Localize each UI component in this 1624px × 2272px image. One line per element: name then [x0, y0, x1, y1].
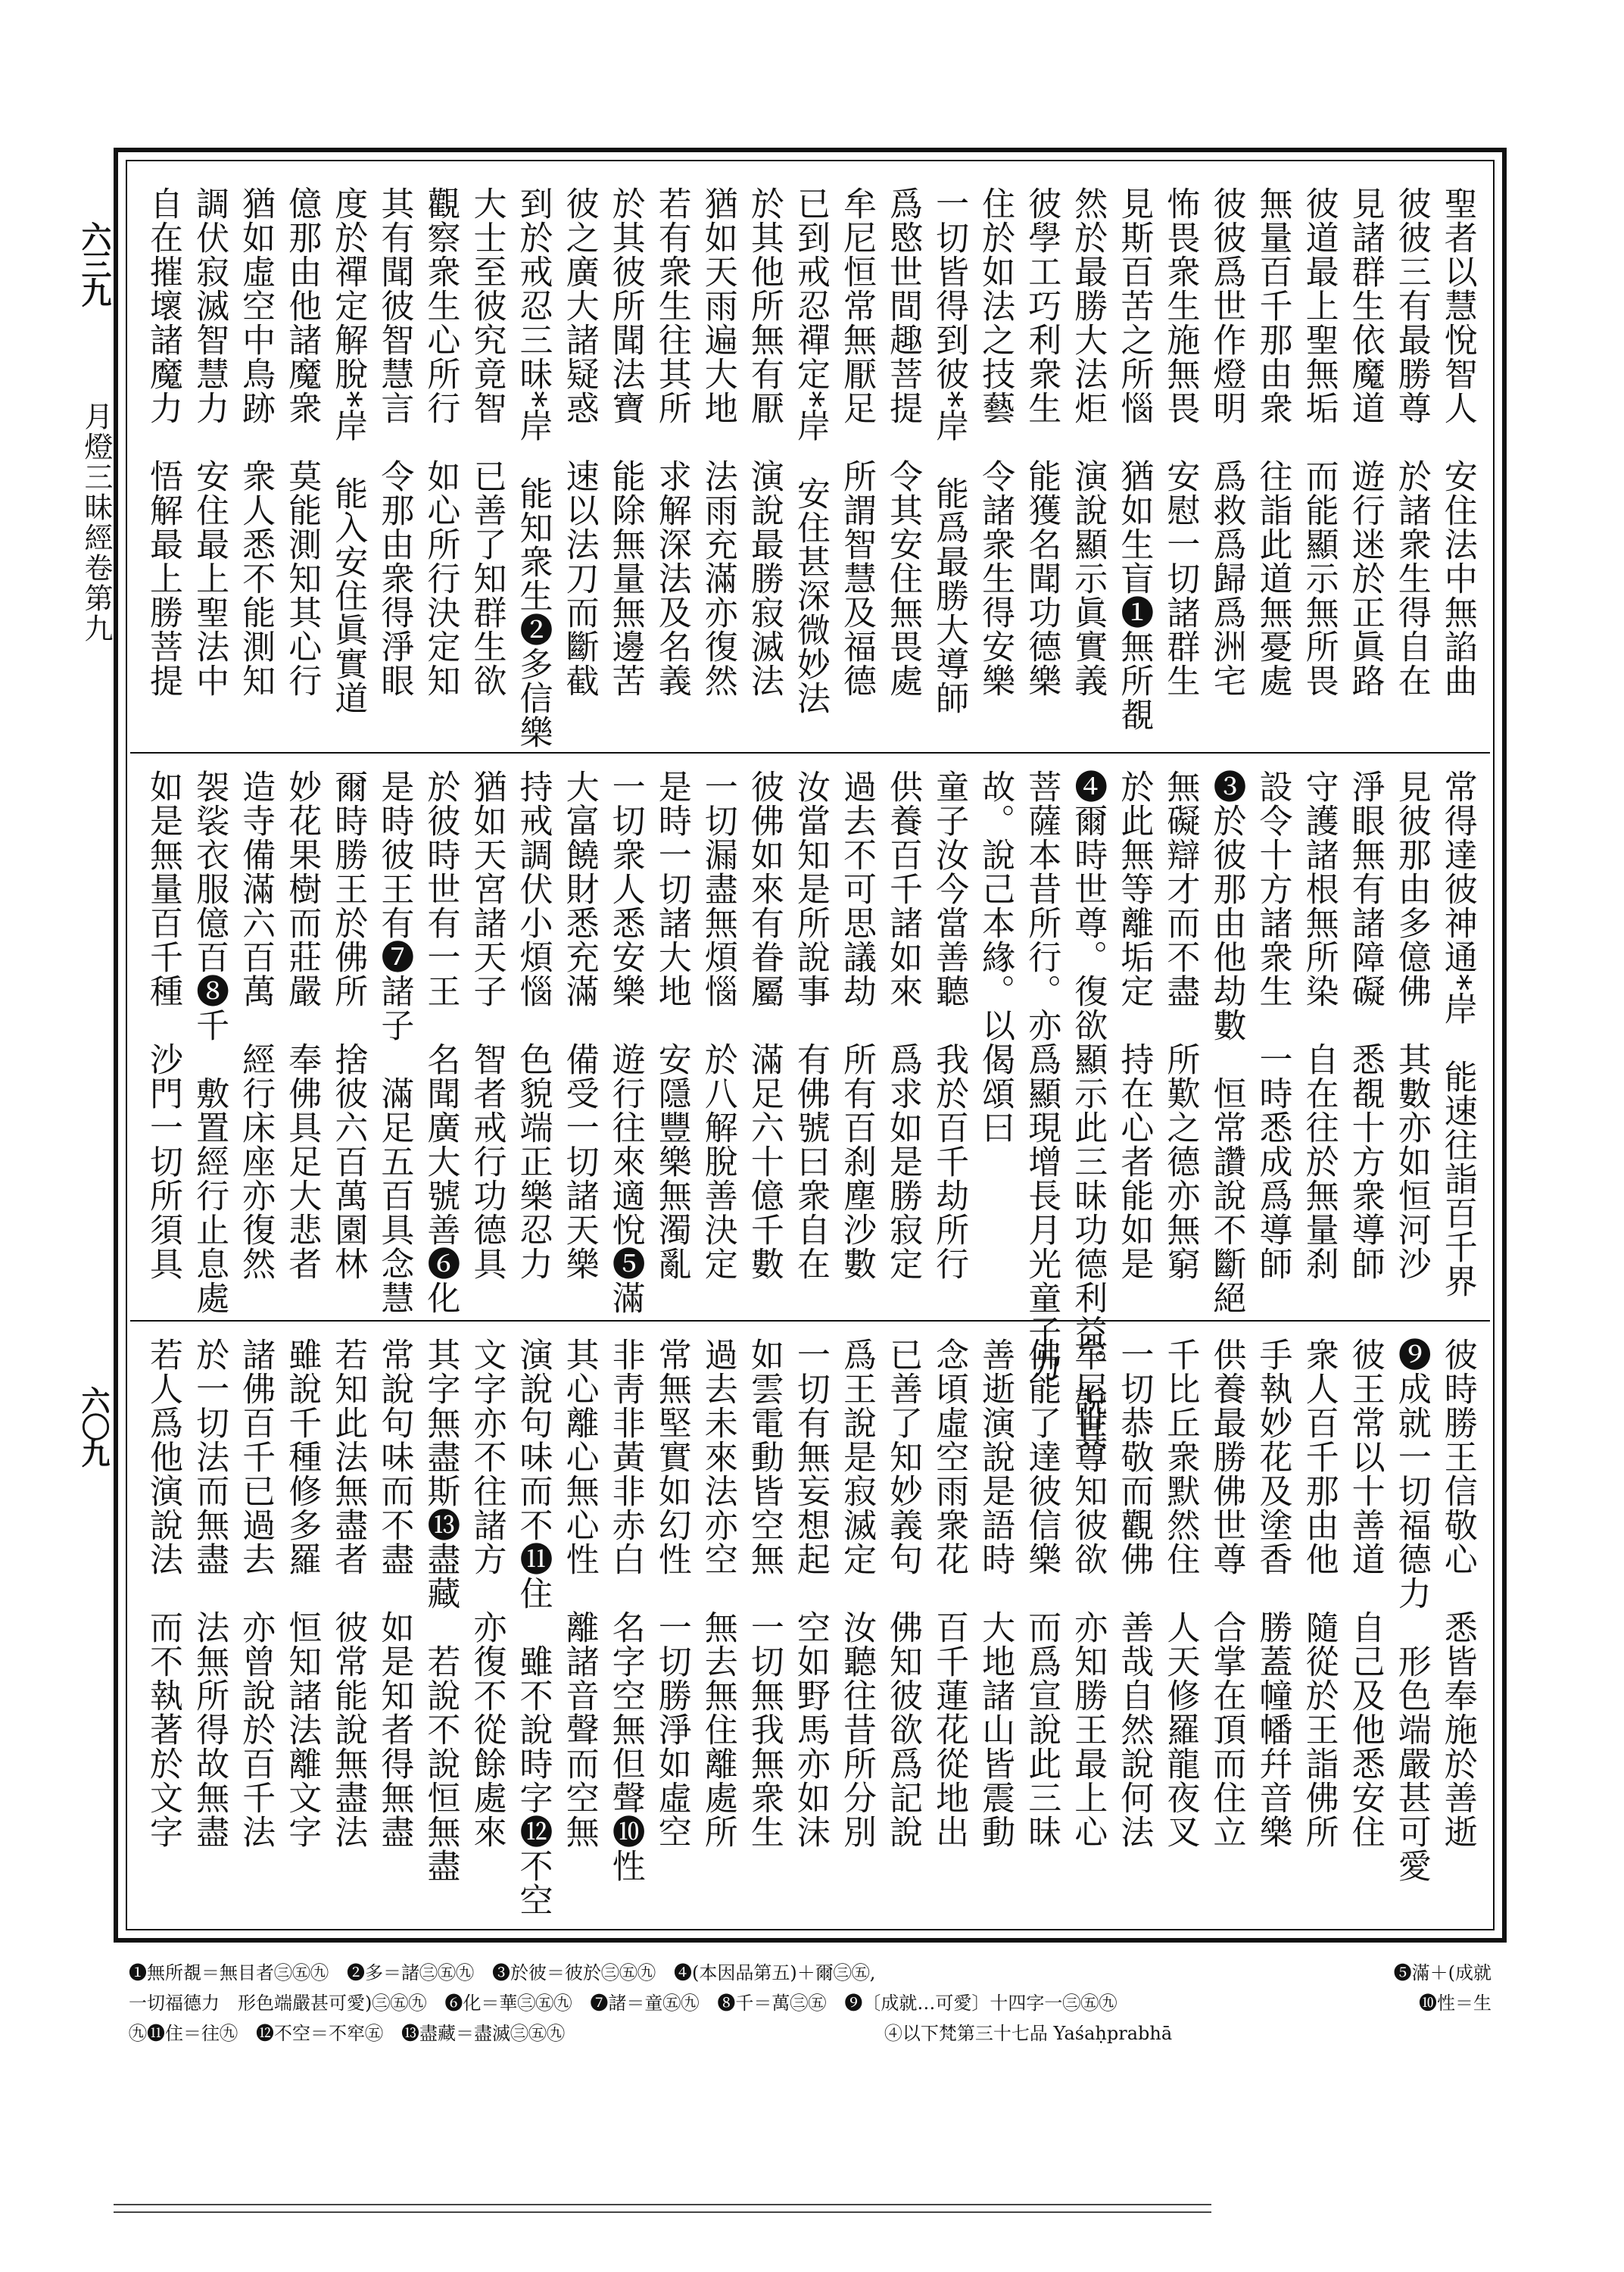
verse-column: 其字無盡斯⓭盡藏 若說不說恒無盡 [421, 1337, 460, 1883]
verse-column: 童子汝今當善聽 我於百千劫所行 [930, 769, 969, 1281]
verse-column: 常說句味而不盡 如是知者得無盡 [375, 1337, 414, 1849]
verse-band-lower [141, 1337, 1479, 1917]
verse-column: 一切恭敬而觀佛 善哉自然說何法 [1114, 1337, 1154, 1849]
footnotes [129, 1958, 1492, 2049]
verse-column: 守護諸根無所染 自在往於無量刹 [1299, 769, 1339, 1281]
verse-column: 演說句味而不⓫住 雖不說時字⓬不空 [513, 1337, 553, 1917]
verse-column: 然於最勝大法炬 演說顯示眞實義 [1068, 186, 1108, 698]
verse-column: 若知此法無盡者 彼常能說無盡法 [329, 1337, 368, 1849]
verse-column: 調伏寂滅智慧力 安住最上聖法中 [190, 186, 229, 698]
verse-column: 觀察衆生心所行 如心所行決定知 [421, 186, 460, 698]
verse-column: 過去未來法亦空 無去無住離處所 [698, 1337, 737, 1849]
verse-column: 無礙辯才而不盡 所歎之德亦無窮 [1161, 769, 1200, 1281]
verse-column: 大富饒財悉充滿 備受一切諸天樂 [560, 769, 599, 1281]
verse-column: 彼道最上聖無垢 而能顯示無所畏 [1299, 186, 1339, 698]
verse-column: ❸於彼那由他劫數 恒常讚說不斷絕 [1207, 769, 1246, 1315]
verse-column: 已到戒忍禪定*岸 安住甚深微妙法 [790, 186, 830, 715]
verse-column: 千比丘衆默然住 人天修羅龍夜叉 [1161, 1337, 1200, 1849]
verse-column: 牟尼世尊知彼欲 亦知勝王最上心 [1068, 1337, 1108, 1849]
band-divider [130, 1320, 1490, 1322]
verse-column: 善逝演說是語時 大地諸山皆震動 [976, 1337, 1015, 1849]
verse-column: 無量百千那由衆 往詣此道無憂處 [1253, 186, 1292, 698]
verse-column: 見彼那由多億佛 其數亦如恒河沙 [1392, 769, 1431, 1281]
divider [114, 2204, 1211, 2205]
footnote-line [129, 1958, 1492, 1988]
verse-column: 於其彼所聞法寶 能除無量無邊苦 [606, 186, 645, 698]
verse-column: 若有衆生往其所 求解深法及名義 [652, 186, 691, 698]
verse-column: 猶如天雨遍大地 法雨充滿亦復然 [698, 186, 737, 698]
verse-column: 於其他所無有厭 演說最勝寂滅法 [744, 186, 784, 698]
verse-column: 供養百千諸如來 爲求如是勝寂定 [884, 769, 922, 1281]
verse-column: 諸佛百千已過去 亦曾說於百千法 [236, 1337, 276, 1849]
verse-column: 到於戒忍三昧*岸 能知衆生❷多信樂 [513, 186, 553, 749]
verse-column: 自在摧壞諸魔力 悟解最上勝菩提 [144, 186, 182, 698]
verse-column: 於此無等離垢定 持在心者能如是 [1114, 769, 1154, 1281]
section-marker: ④以下梵第三十七品 Yaśaḥprabhā [884, 2023, 1173, 2044]
verse-column: 住於如法之技藝 令諸衆生得安樂 [976, 186, 1015, 698]
verse-column: 若人爲他演說法 而不執著於文字 [144, 1337, 182, 1849]
folio-number: 六〇九 [76, 1386, 111, 1465]
footnote-text: ❿性＝生 [1419, 1993, 1492, 2014]
verse-column: 牟尼恒常無厭足 所謂智慧及福德 [837, 186, 876, 698]
verse-column: 持戒調伏小煩惱 色貌端正樂忍力 [513, 769, 553, 1281]
verse-column: 度於禪定解脫*岸 能入安住眞實道 [329, 186, 368, 715]
divider [114, 2211, 1211, 2213]
verse-column: 念頃虛空雨衆花 百千蓮花從地出 [930, 1337, 969, 1849]
verse-column: 彼王常以十善道 自己及他悉安住 [1345, 1337, 1385, 1849]
verse-column: 爲王說是寂滅定 汝聽往昔所分別 [837, 1337, 876, 1849]
verse-column: 常無堅實如幻性 一切勝淨如虛空 [652, 1337, 691, 1849]
verse-column: 億那由他諸魔衆 莫能測知其心行 [282, 186, 322, 698]
verse-column: 聖者以慧悅智人 安住法中無諂曲 [1438, 186, 1477, 698]
running-title: 月燈三昧經卷第九 [79, 401, 113, 644]
verse-column: 非靑非黃非赤白 名字空無但聲❿性 [606, 1337, 645, 1883]
verse-band-upper [141, 186, 1479, 749]
verse-column: 彼彼三有最勝尊 於諸衆生得自在 [1392, 186, 1431, 698]
footnote-text: ❶無所覩＝無目者㊂㊄㊈ ❷多＝諸㊂㊄㊈ ❸於彼＝彼於㊂㊄㊈ ❹(本因品第五)＋爾㊂㊄, [129, 1962, 876, 1983]
page-number: 六三九 [76, 221, 112, 305]
verse-column: ❹爾時世尊。復欲顯示此三昧功德利益。說其 [1068, 769, 1108, 1451]
verse-column: 袈裟衣服億百❽千 敷置經行止息處 [190, 769, 229, 1315]
verse-column: 見斯百苦之所惱 猶如生盲❶無所覩 [1114, 186, 1154, 732]
verse-column: ❾成就一切福德力 形色端嚴甚可愛 [1392, 1337, 1431, 1883]
verse-column: 於一切法而無盡 法無所得故無盡 [190, 1337, 229, 1849]
verse-column: 如是無量百千種 沙門一切所須具 [144, 769, 182, 1281]
verse-band-middle [141, 769, 1479, 1451]
verse-column: 雖說千種修多羅 恒知諸法離文字 [282, 1337, 322, 1849]
verse-column: 其心離心無心性 離諸音聲而空無 [560, 1337, 599, 1849]
verse-column: 爲愍世間趣菩提 令其安住無畏處 [884, 186, 922, 698]
verse-column: 造寺備滿六百萬 經行床座亦復然 [236, 769, 276, 1281]
verse-column: 如雲電動皆空無 一切無我無衆生 [744, 1337, 784, 1849]
verse-column: 一切漏盡無煩惱 於八解脫善決定 [698, 769, 737, 1281]
band-divider [130, 752, 1490, 754]
footnote-line [129, 2018, 1492, 2049]
verse-column: 怖畏衆生施無畏 安慰一切諸群生 [1161, 186, 1200, 698]
verse-column: 彼時勝王信敬心 悉皆奉施於善逝 [1438, 1337, 1477, 1849]
text-frame [114, 148, 1507, 1943]
verse-column: 於彼時世有一王 名聞廣大號善❻化 [421, 769, 460, 1315]
verse-column: 見諸群生依魔道 遊行迷於正眞路 [1345, 186, 1385, 698]
verse-column: 猶如天宮諸天子 智者戒行功德具 [467, 769, 507, 1281]
verse-column: 故。說己本緣。以偈頌曰 [976, 769, 1015, 1144]
verse-column: 已善了知妙義句 佛知彼欲爲記說 [884, 1337, 922, 1849]
verse-column: 淨眼無有諸障礙 悉覩十方衆導師 [1345, 769, 1385, 1281]
verse-column: 彼之廣大諸疑惑 速以法刀而斷截 [560, 186, 599, 698]
footnote-line [129, 1988, 1492, 2018]
footnote-text: 一切福德力 形色端嚴甚可愛)㊂㊄㊈ ❻化＝華㊂㊄㊈ ❼諸＝童㊄㊈ ❽千＝萬㊂㊄ ❾〔成就…可愛〕十四字一㊂㊄㊈ [129, 1993, 1117, 2014]
verse-column: 菩薩本昔所行。亦爲顯現增長月光童子力 [1022, 769, 1061, 1383]
verse-column: 汝當知是所說事 有佛號曰衆自在 [790, 769, 830, 1281]
verse-column: 手執妙花及塗香 勝蓋幢幡幷音樂 [1253, 1337, 1292, 1849]
verse-column: 彼學工巧利衆生 能獲名聞功德樂 [1022, 186, 1061, 698]
verse-column: 其有聞彼智慧言 令那由衆得淨眼 [375, 186, 414, 698]
verse-column: 佛能了達彼信樂 而爲宣說此三昧 [1022, 1337, 1061, 1849]
verse-column: 妙花果樹而莊嚴 奉佛具足大悲者 [282, 769, 322, 1281]
verse-column: 衆人百千那由他 隨從於王詣佛所 [1299, 1337, 1339, 1849]
verse-column: 彼彼爲世作燈明 爲救爲歸爲洲宅 [1207, 186, 1246, 698]
verse-column: 一切有無妄想起 空如野馬亦如沫 [790, 1337, 830, 1849]
verse-column: 是時一切諸大地 安隱豐樂無濁亂 [652, 769, 691, 1281]
verse-column: 過去不可思議劫 所有百刹塵沙數 [837, 769, 876, 1281]
verse-column: 猶如虛空中鳥跡 衆人悉不能測知 [236, 186, 276, 698]
verse-column: 大士至彼究竟智 已善了知群生欲 [467, 186, 507, 698]
verse-column: 彼佛如來有眷屬 滿足六十億千數 [744, 769, 784, 1281]
footnote-text: ㊈⓫住＝往㊈ ⓬不空＝不窂㊄ ⓭盡藏＝盡滅㊂㊄㊈ [129, 2023, 565, 2044]
verse-column: 爾時勝王於佛所 捨彼六百萬園林 [329, 769, 368, 1281]
bottom-rules [114, 2204, 1211, 2219]
verse-column: 常得達彼神通*岸 能速往詣百千界 [1438, 769, 1477, 1298]
verse-column: 設令十方諸衆生 一時悉成爲導師 [1253, 769, 1292, 1281]
verse-column: 一切衆人悉安樂 遊行往來適悅❺滿 [606, 769, 645, 1315]
verse-column: 文字亦不往諸方 亦復不從餘處來 [467, 1337, 507, 1849]
verse-column: 供養最勝佛世尊 合掌在頂而住立 [1207, 1337, 1246, 1849]
footnote-text: ❺滿＋(成就 [1393, 1962, 1492, 1983]
verse-column: 一切皆得到彼*岸 能爲最勝大導師 [930, 186, 969, 715]
verse-column: 是時彼王有❼諸子 滿足五百具念慧 [375, 769, 414, 1315]
